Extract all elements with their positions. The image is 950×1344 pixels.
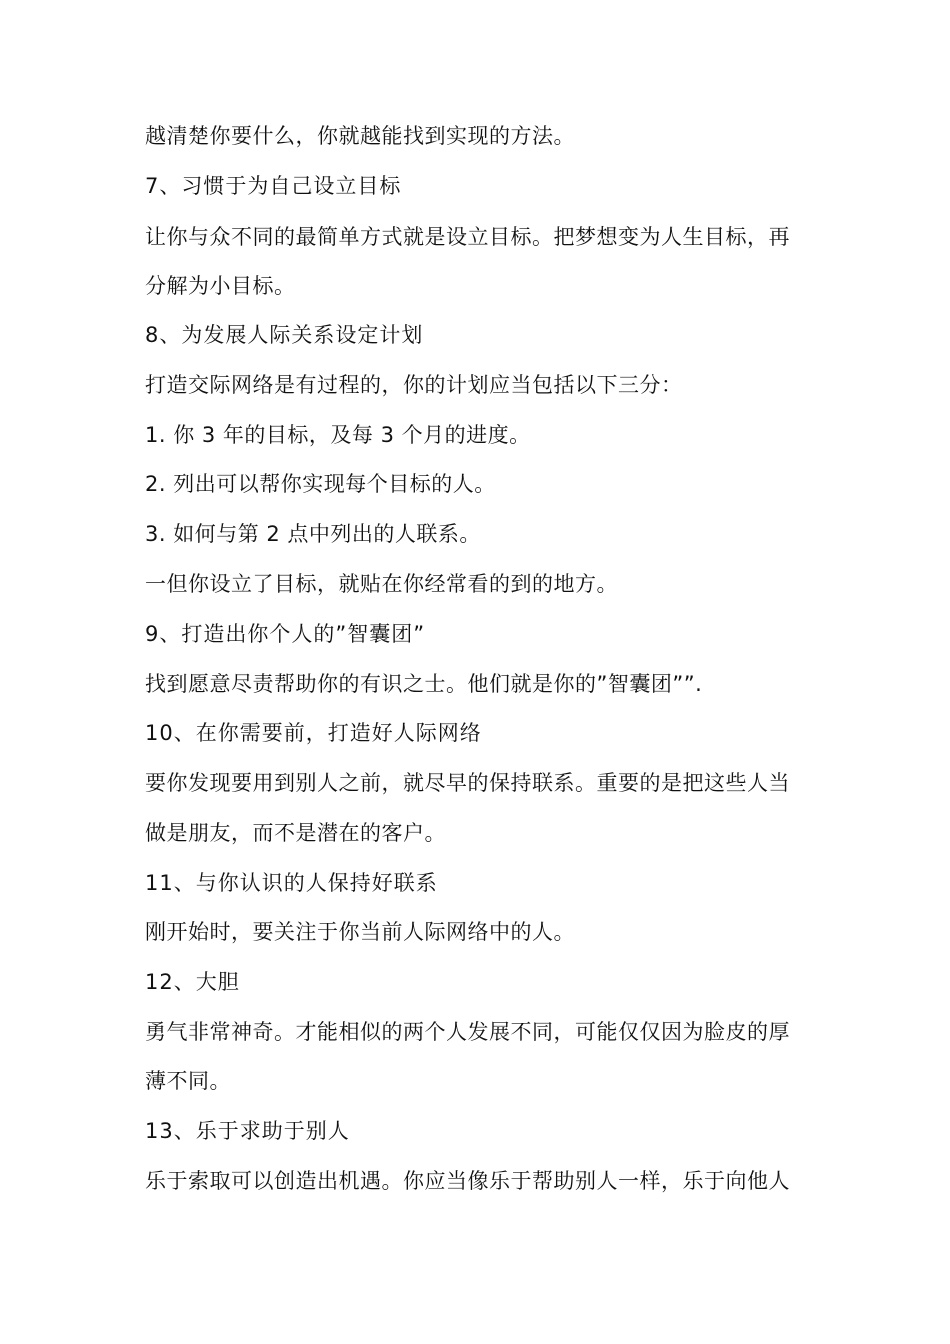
section-heading-10: 10、在你需要前，打造好人际网络 bbox=[145, 721, 482, 745]
paragraph-line: 刚开始时，要关注于你当前人际网络中的人。 bbox=[145, 920, 575, 944]
paragraph-line: 做是朋友，而不是潜在的客户。 bbox=[145, 821, 446, 845]
paragraph-line: 让你与众不同的最简单方式就是设立目标。把梦想变为人生目标，再 bbox=[145, 225, 790, 249]
paragraph-line: 要你发现要用到别人之前，就尽早的保持联系。重要的是把这些人当 bbox=[145, 771, 790, 795]
paragraph-line: 找到愿意尽责帮助你的有识之士。他们就是你的”智囊团””. bbox=[145, 672, 703, 696]
list-item: 3. 如何与第 2 点中列出的人联系。 bbox=[145, 522, 481, 546]
list-item: 1. 你 3 年的目标，及每 3 个月的进度。 bbox=[145, 423, 531, 447]
section-heading-9: 9、打造出你个人的”智囊团” bbox=[145, 622, 426, 646]
paragraph-line: 打造交际网络是有过程的，你的计划应当包括以下三分： bbox=[145, 373, 683, 397]
section-heading-11: 11、与你认识的人保持好联系 bbox=[145, 871, 438, 895]
section-heading-12: 12、大胆 bbox=[145, 970, 240, 994]
section-heading-8: 8、为发展人际关系设定计划 bbox=[145, 323, 424, 347]
paragraph-line: 分解为小目标。 bbox=[145, 274, 296, 298]
paragraph-line: 越清楚你要什么，你就越能找到实现的方法。 bbox=[145, 124, 575, 148]
list-item: 2. 列出可以帮你实现每个目标的人。 bbox=[145, 472, 496, 496]
paragraph-line: 一但你设立了目标，就贴在你经常看的到的地方。 bbox=[145, 572, 618, 596]
section-heading-13: 13、乐于求助于别人 bbox=[145, 1119, 350, 1143]
section-heading-7: 7、习惯于为自己设立目标 bbox=[145, 174, 402, 198]
paragraph-line: 薄不同。 bbox=[145, 1069, 231, 1093]
paragraph-line: 勇气非常神奇。才能相似的两个人发展不同，可能仅仅因为脸皮的厚 bbox=[145, 1020, 790, 1044]
paragraph-line: 乐于索取可以创造出机遇。你应当像乐于帮助别人一样，乐于向他人 bbox=[145, 1169, 790, 1193]
